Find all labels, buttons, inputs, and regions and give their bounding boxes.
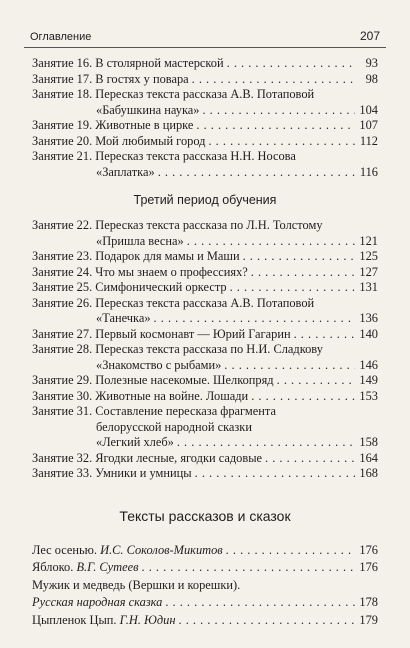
- leader-dots: [230, 280, 355, 296]
- leader-dots: [243, 249, 355, 265]
- leader-dots: [158, 165, 355, 181]
- entry-label: Занятие 24. Что мы знаем о профессиях?: [32, 264, 248, 279]
- entry-label: Занятие 30. Животные на войне. Лошади: [32, 388, 249, 403]
- entry-page: 179: [359, 612, 378, 627]
- leader-dots: [224, 358, 355, 374]
- entry-page: 158: [359, 435, 378, 449]
- table-of-contents: [32, 56, 378, 629]
- toc-entry[interactable]: [32, 342, 378, 373]
- entry-page: 176: [359, 542, 378, 557]
- running-head: Оглавление: [30, 31, 92, 43]
- entry-label: Занятие 22. Пересказ текста рассказа по Л.Н. Толстому: [32, 218, 323, 232]
- entry-page: 136: [359, 311, 378, 325]
- leader-dots: [294, 327, 355, 343]
- section-heading: Тексты рассказов и сказок: [119, 507, 291, 524]
- story-author: Г.Н. Юдин: [119, 612, 176, 627]
- entry-label: Занятие 25. Симфонический оркестр: [32, 280, 227, 294]
- leader-dots: [277, 373, 355, 389]
- entry-page: 125: [359, 249, 378, 263]
- entry-page: 104: [359, 102, 378, 117]
- toc-entry[interactable]: [32, 327, 378, 343]
- entry-page: 93: [365, 56, 378, 70]
- entry-label-continued: «Заплатка»: [96, 164, 155, 179]
- toc-entry[interactable]: [32, 56, 378, 72]
- entry-label-continued: «Бабушкина наука»: [96, 102, 200, 117]
- entry-page: 168: [359, 466, 378, 480]
- entry-label: Занятие 33. Умники и умницы: [32, 466, 192, 480]
- leader-dots: [177, 435, 355, 451]
- entry-page: 176: [359, 560, 378, 574]
- toc-entry[interactable]: [32, 373, 378, 389]
- entry-page: 107: [359, 118, 378, 132]
- entry-label: Занятие 29. Полезные насекомые. Шелкопряд: [32, 373, 274, 387]
- leader-dots: [195, 466, 355, 482]
- toc-entry[interactable]: [32, 218, 378, 249]
- entry-label: Занятие 28. Пересказ текста рассказа по Н.И. Сладкову: [32, 342, 323, 356]
- entry-label: Занятие 20. Мой любимый город: [32, 133, 206, 148]
- story-title: Мужик и медведь (Вершки и корешки).: [32, 577, 241, 592]
- entry-page: 153: [359, 388, 378, 403]
- leader-dots: [251, 265, 355, 281]
- entry-label: Занятие 23. Подарок для мамы и Маши: [32, 249, 240, 263]
- entry-page: 149: [359, 373, 378, 387]
- entry-page: 178: [359, 595, 378, 609]
- leader-dots: [179, 612, 356, 630]
- leader-dots: [265, 451, 355, 467]
- toc-entry[interactable]: [32, 466, 378, 482]
- entry-label: Занятие 18. Пересказ текста рассказа А.В. Потаповой: [32, 87, 315, 101]
- story-subtitle: Русская народная сказка: [32, 595, 163, 609]
- leader-dots: [202, 103, 355, 119]
- story-author: В.Г. Сутеев: [76, 560, 139, 574]
- toc-entry[interactable]: [32, 118, 378, 134]
- entry-label: Занятие 31. Составление пересказа фрагмента: [32, 404, 276, 418]
- entry-label: Занятие 21. Пересказ текста рассказа Н.Н. Носова: [32, 149, 296, 163]
- toc-entry[interactable]: [32, 280, 378, 296]
- toc-entry[interactable]: [32, 404, 378, 451]
- entry-label: Занятие 19. Животные в цирке: [32, 118, 194, 132]
- page-number: 207: [359, 29, 380, 43]
- story-entry[interactable]: [32, 542, 378, 560]
- entry-label: Занятие 32. Ягодки лесные, ягодки садовые: [32, 450, 263, 465]
- entry-page: 98: [365, 71, 378, 86]
- story-entry[interactable]: [32, 559, 378, 577]
- period-heading: Третий период обучения: [133, 193, 277, 207]
- entry-page: 127: [359, 264, 378, 279]
- toc-entry[interactable]: [32, 249, 378, 265]
- toc-entry[interactable]: [32, 134, 378, 150]
- story-entry[interactable]: [32, 577, 378, 612]
- entry-label: Занятие 16. В столярной мастерской: [32, 56, 224, 70]
- entry-label: Занятие 17. В гостях у повара: [32, 71, 189, 86]
- toc-entry[interactable]: [32, 389, 378, 405]
- entry-page: 131: [359, 280, 378, 294]
- story-title: Лес осенью.: [32, 542, 98, 557]
- toc-entry[interactable]: [32, 149, 378, 180]
- entry-label-continued: «Легкий хлеб»: [96, 435, 174, 449]
- story-title: Цыпленок Цып.: [32, 612, 117, 627]
- page-header: [24, 27, 386, 48]
- entry-page: 146: [359, 357, 378, 372]
- leader-dots: [227, 56, 355, 72]
- leader-dots: [226, 542, 355, 560]
- entry-page: 164: [359, 450, 378, 465]
- entry-label-continued: «Танечка»: [96, 311, 151, 325]
- story-entry[interactable]: [32, 612, 378, 630]
- leader-dots: [165, 594, 355, 612]
- toc-entry[interactable]: [32, 265, 378, 281]
- toc-entry[interactable]: [32, 72, 378, 88]
- leader-dots: [251, 389, 355, 405]
- leader-dots: [142, 559, 355, 577]
- leader-dots: [192, 72, 355, 88]
- entry-label-continued: «Пришла весна»: [96, 233, 184, 248]
- toc-entry[interactable]: [32, 451, 378, 467]
- story-author: И.С. Соколов-Микитов: [100, 542, 223, 557]
- entry-page: 112: [359, 133, 378, 148]
- entry-label: Занятие 27. Первый космонавт — Юрий Гагарин: [32, 326, 291, 341]
- toc-entry[interactable]: [32, 87, 378, 118]
- entry-label-continued: белорусской народной сказки: [96, 419, 252, 434]
- leader-dots: [196, 118, 355, 134]
- leader-dots: [187, 234, 355, 250]
- entry-label-continued: «Знакомство с рыбами»: [96, 357, 222, 372]
- entry-page: 121: [359, 233, 378, 248]
- entry-page: 140: [359, 326, 378, 341]
- entry-label: Занятие 26. Пересказ текста рассказа А.В. Потаповой: [32, 295, 315, 310]
- story-title: Яблоко.: [32, 560, 74, 574]
- leader-dots: [154, 311, 355, 327]
- entry-page: 116: [359, 164, 378, 179]
- leader-dots: [208, 134, 355, 150]
- toc-entry[interactable]: [32, 296, 378, 327]
